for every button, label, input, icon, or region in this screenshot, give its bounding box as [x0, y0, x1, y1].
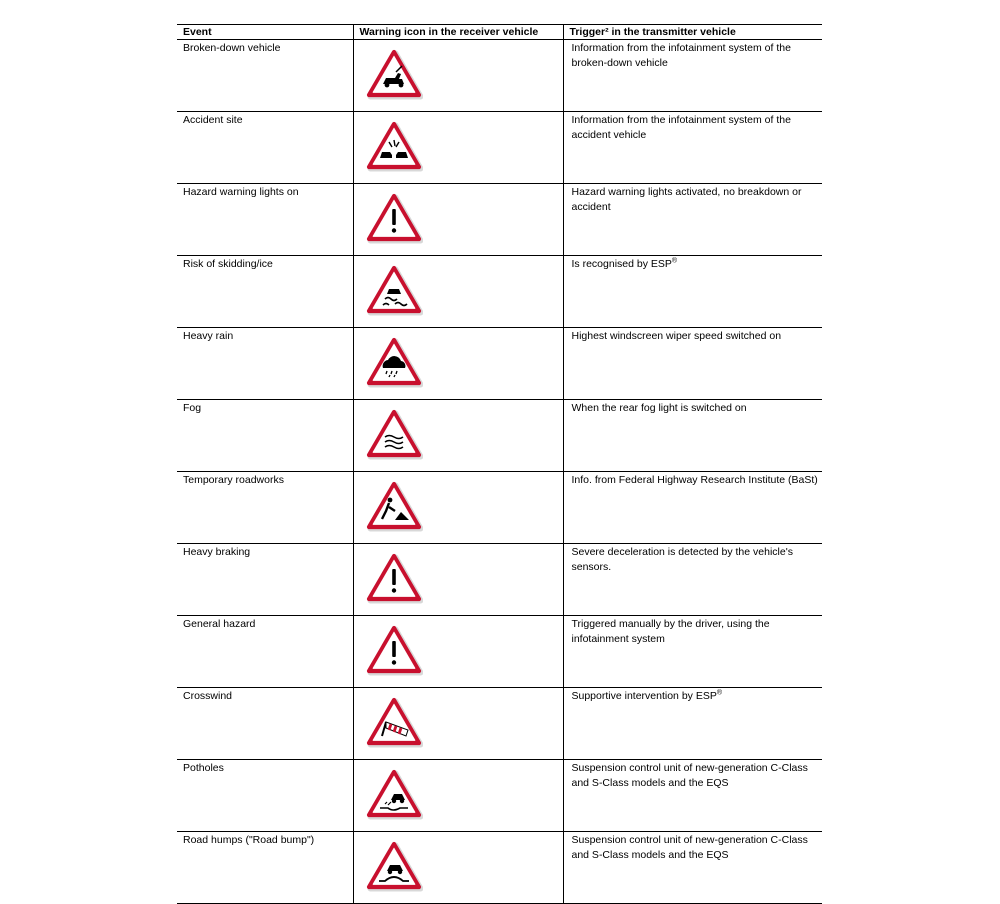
registered-mark: ®	[716, 689, 723, 697]
event-cell: General hazard	[177, 616, 353, 688]
exclamation-icon	[365, 192, 423, 244]
header-row	[177, 25, 822, 40]
accident-icon	[365, 120, 423, 172]
trigger-cell	[563, 400, 822, 472]
trigger-cell	[563, 184, 822, 256]
trigger-text: Information from the infotainment system of the accident vehicle	[571, 114, 791, 141]
rain-cloud-icon	[365, 336, 423, 388]
trigger-text: Suspension control unit of new-generation C-Class and S-Class models and the EQS	[571, 834, 808, 861]
trigger-text: Severe deceleration is detected by the vehicle's sensors.	[571, 546, 793, 573]
warning-icon-cell	[353, 184, 563, 256]
event-cell: Heavy braking	[177, 544, 353, 616]
warning-icon-cell	[353, 688, 563, 760]
warning-icon-cell	[353, 544, 563, 616]
trigger-text: Suspension control unit of new-generation C-Class and S-Class models and the EQS	[571, 762, 808, 789]
table-row	[177, 328, 822, 400]
table-row	[177, 184, 822, 256]
skidding-icon	[365, 264, 423, 316]
trigger-cell	[563, 112, 822, 184]
trigger-cell	[563, 616, 822, 688]
warning-icon-cell	[353, 40, 563, 112]
table-row	[177, 544, 822, 616]
trigger-text: Information from the infotainment system of the broken-down vehicle	[571, 42, 791, 69]
warnings-table	[177, 24, 822, 904]
table-row	[177, 688, 822, 760]
table-row	[177, 472, 822, 544]
trigger-cell	[563, 688, 822, 760]
warning-icon-cell	[353, 328, 563, 400]
exclamation-icon	[365, 552, 423, 604]
warning-icon-cell	[353, 112, 563, 184]
header-trigger: Trigger² in the transmitter vehicle	[563, 25, 822, 40]
event-cell: Fog	[177, 400, 353, 472]
table-row	[177, 40, 822, 112]
event-cell: Heavy rain	[177, 328, 353, 400]
header-event: Event	[177, 25, 353, 40]
trigger-text: Highest windscreen wiper speed switched on	[571, 330, 782, 342]
trigger-cell	[563, 256, 822, 328]
exclamation-icon	[365, 624, 423, 676]
trigger-cell	[563, 760, 822, 832]
trigger-text: Supportive intervention by ESP	[571, 690, 717, 702]
trigger-text: When the rear fog light is switched on	[571, 402, 747, 414]
event-cell: Broken-down vehicle	[177, 40, 353, 112]
windsock-icon	[365, 696, 423, 748]
table-row	[177, 112, 822, 184]
pothole-icon	[365, 768, 423, 820]
trigger-cell	[563, 832, 822, 904]
warning-icon-cell	[353, 256, 563, 328]
warning-icon-cell	[353, 472, 563, 544]
warning-icon-cell	[353, 400, 563, 472]
warning-icon-cell	[353, 760, 563, 832]
trigger-text: Is recognised by ESP	[571, 258, 672, 270]
event-cell: Temporary roadworks	[177, 472, 353, 544]
trigger-cell	[563, 544, 822, 616]
event-cell: Hazard warning lights on	[177, 184, 353, 256]
warning-icon-cell	[353, 616, 563, 688]
trigger-cell	[563, 472, 822, 544]
event-cell: Potholes	[177, 760, 353, 832]
trigger-text: Hazard warning lights activated, no breakdown or accident	[571, 186, 802, 213]
table-row	[177, 760, 822, 832]
trigger-text: Triggered manually by the driver, using the infotainment system	[571, 618, 770, 645]
table-row	[177, 400, 822, 472]
road-bump-icon	[365, 840, 423, 892]
table-row	[177, 616, 822, 688]
table-row	[177, 832, 822, 904]
event-cell: Accident site	[177, 112, 353, 184]
fog-icon	[365, 408, 423, 460]
broken-down-vehicle-icon	[365, 48, 423, 100]
roadworks-icon	[365, 480, 423, 532]
table-row	[177, 256, 822, 328]
warning-icon-cell	[353, 832, 563, 904]
header-icon: Warning icon in the receiver vehicle	[353, 25, 563, 40]
registered-mark: ®	[671, 257, 678, 265]
trigger-cell	[563, 40, 822, 112]
event-cell: Road humps ("Road bump")	[177, 832, 353, 904]
event-cell: Risk of skidding/ice	[177, 256, 353, 328]
trigger-cell	[563, 328, 822, 400]
trigger-text: Info. from Federal Highway Research Institute (BaSt)	[571, 474, 818, 486]
event-cell: Crosswind	[177, 688, 353, 760]
